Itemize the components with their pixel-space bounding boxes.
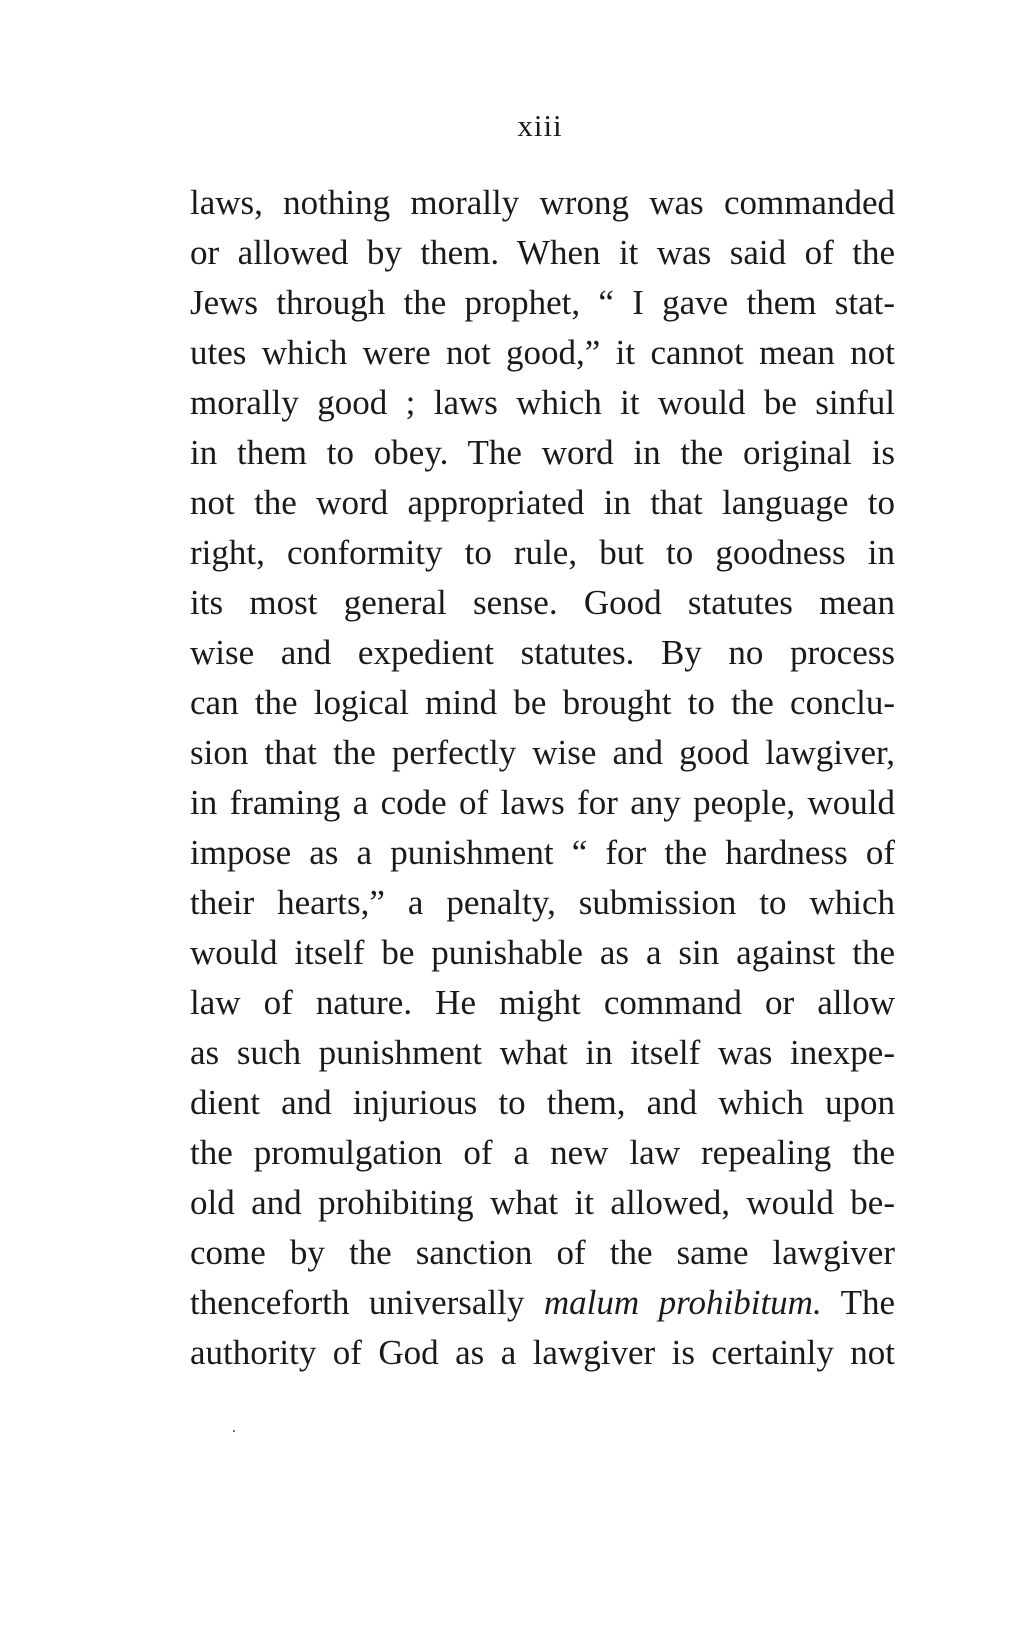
text-line: its most general sense. Good statutes mean xyxy=(190,583,895,622)
text-line: come by the sanction of the same lawgiver xyxy=(190,1233,895,1272)
text-line: as such punishment what in itself was inexpe- xyxy=(190,1033,895,1072)
text-line: the promulgation of a new law repealing the xyxy=(190,1133,895,1172)
text-line: right, conformity to rule, but to goodness in xyxy=(190,533,895,572)
page-number: xiii xyxy=(517,108,563,143)
text-line: not the word appropriated in that language to xyxy=(190,483,895,522)
text-line: their hearts,” a penalty, submission to which xyxy=(190,883,895,922)
body-text xyxy=(190,178,895,1378)
text-line-with-italic xyxy=(190,1278,895,1328)
text-line: authority of God as a lawgiver is certainly not xyxy=(190,1333,895,1372)
text-line: impose as a punishment “ for the hardness of xyxy=(190,833,895,872)
text-line: old and prohibiting what it allowed, would be- xyxy=(190,1183,895,1222)
text-line: wise and expedient statutes. By no process xyxy=(190,633,895,672)
text-line: Jews through the prophet, “ I gave them stat- xyxy=(190,283,895,322)
text-line: in them to obey. The word in the original is xyxy=(190,433,895,472)
italic-latin-phrase: malum prohibitum. xyxy=(543,1283,822,1322)
text-line: would itself be punishable as a sin against the xyxy=(190,933,895,972)
text-line: utes which were not good,” it cannot mean not xyxy=(190,333,895,372)
text-line: morally good ; laws which it would be sinful xyxy=(190,383,895,422)
text-run: The xyxy=(821,1283,895,1322)
text-line: can the logical mind be brought to the conclu- xyxy=(190,683,895,722)
text-line: laws, nothing morally wrong was commanded xyxy=(190,183,895,222)
text-line: dient and injurious to them, and which upon xyxy=(190,1083,895,1122)
text-line: or allowed by them. When it was said of the xyxy=(190,233,895,272)
text-line: in framing a code of laws for any people, would xyxy=(190,783,895,822)
text-line: law of nature. He might command or allow xyxy=(190,983,895,1022)
paper-speck xyxy=(233,1430,235,1432)
text-line: sion that the perfectly wise and good lawgiver, xyxy=(190,733,895,772)
text-run: thenceforth universally xyxy=(190,1283,544,1322)
